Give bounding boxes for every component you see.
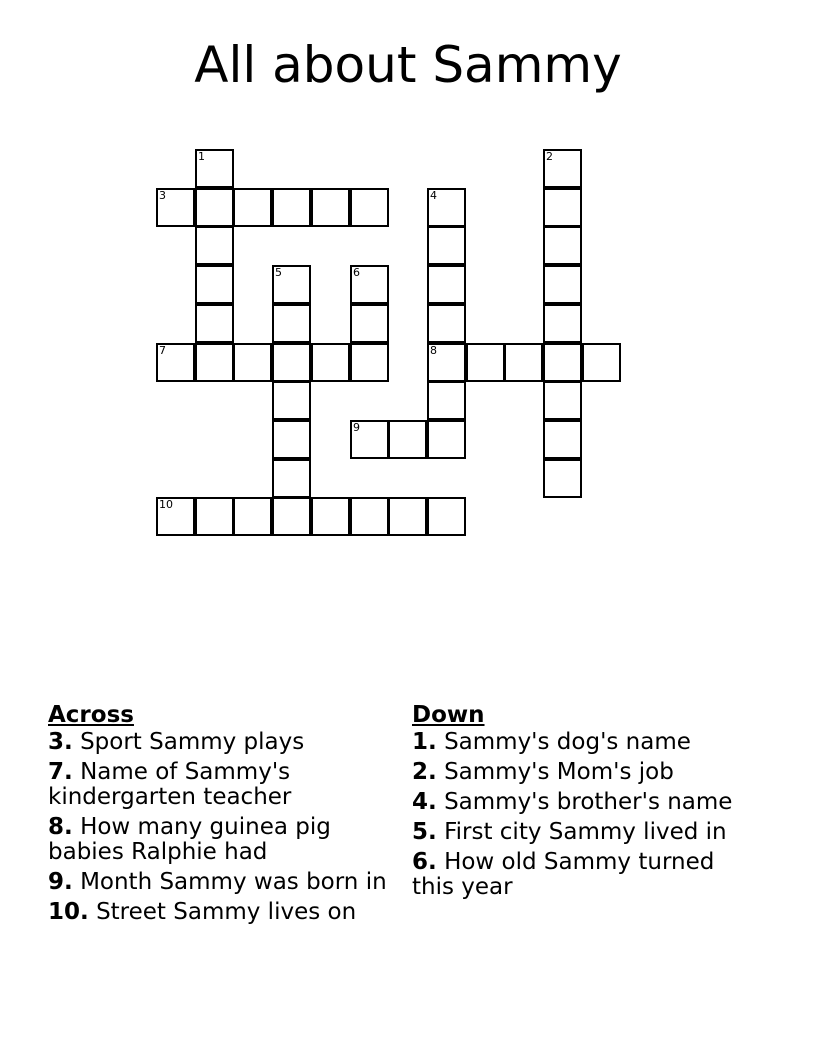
clue-number-label: 5 — [275, 266, 282, 279]
clue-number: 5. — [412, 819, 437, 845]
grid-cell[interactable] — [543, 343, 582, 382]
across-clue — [48, 870, 398, 895]
down-clue — [412, 730, 742, 755]
page-title: All about Sammy — [194, 36, 622, 94]
across-heading: Across — [48, 702, 134, 728]
across-clue — [48, 730, 398, 755]
grid-cell[interactable] — [350, 304, 389, 343]
clue-number-label: 2 — [546, 150, 553, 163]
grid-cell[interactable] — [233, 188, 272, 227]
grid-cell[interactable] — [272, 304, 311, 343]
grid-cell[interactable] — [543, 149, 582, 188]
down-clue — [412, 820, 742, 845]
down-heading: Down — [412, 702, 485, 728]
clue-number: 8. — [48, 814, 73, 840]
grid-cell[interactable] — [427, 343, 466, 382]
clue-number-label: 1 — [198, 150, 205, 163]
grid-cell[interactable] — [582, 343, 621, 382]
grid-cell[interactable] — [350, 420, 389, 459]
grid-cell[interactable] — [427, 188, 466, 227]
grid-cell[interactable] — [156, 188, 195, 227]
grid-cell[interactable] — [427, 381, 466, 420]
grid-cell[interactable] — [427, 304, 466, 343]
clue-text: Sammy's dog's name — [444, 729, 691, 755]
clue-number: 9. — [48, 869, 73, 895]
clue-number: 1. — [412, 729, 437, 755]
grid-cell[interactable] — [195, 343, 234, 382]
grid-cell[interactable] — [195, 497, 234, 536]
grid-cell[interactable] — [195, 304, 234, 343]
grid-cell[interactable] — [195, 149, 234, 188]
clue-text: Name of Sammy's kindergarten teacher — [48, 759, 292, 810]
down-clue — [412, 760, 742, 785]
clue-number-label: 9 — [353, 421, 360, 434]
grid-cell[interactable] — [350, 265, 389, 304]
grid-cell[interactable] — [388, 420, 427, 459]
clue-text: How many guinea pig babies Ralphie had — [48, 814, 331, 865]
clue-text: Sammy's Mom's job — [444, 759, 674, 785]
grid-cell[interactable] — [233, 497, 272, 536]
across-clue — [48, 900, 398, 925]
clue-number: 10. — [48, 899, 89, 925]
grid-cell[interactable] — [272, 188, 311, 227]
grid-cell[interactable] — [272, 343, 311, 382]
clue-text: How old Sammy turned this year — [412, 849, 715, 900]
grid-cell[interactable] — [350, 343, 389, 382]
grid-cell[interactable] — [272, 381, 311, 420]
grid-cell[interactable] — [311, 343, 350, 382]
grid-cell[interactable] — [543, 265, 582, 304]
grid-cell[interactable] — [504, 343, 543, 382]
clue-number-label: 4 — [430, 189, 437, 202]
across-clue — [48, 815, 398, 865]
clue-number-label: 8 — [430, 344, 437, 357]
across-clue — [48, 760, 398, 810]
grid-cell[interactable] — [543, 226, 582, 265]
clue-number: 6. — [412, 849, 437, 875]
grid-cell[interactable] — [543, 381, 582, 420]
clue-number: 4. — [412, 789, 437, 815]
grid-cell[interactable] — [543, 420, 582, 459]
grid-cell[interactable] — [388, 497, 427, 536]
across-clues — [48, 700, 398, 930]
clue-number: 2. — [412, 759, 437, 785]
grid-cell[interactable] — [350, 188, 389, 227]
grid-cell[interactable] — [311, 497, 350, 536]
down-clues — [412, 700, 742, 905]
grid-cell[interactable] — [156, 343, 195, 382]
grid-cell[interactable] — [466, 343, 505, 382]
grid-cell[interactable] — [233, 343, 272, 382]
grid-cell[interactable] — [272, 459, 311, 498]
clue-text: Sport Sammy plays — [80, 729, 305, 755]
clue-number: 7. — [48, 759, 73, 785]
clue-text: Month Sammy was born in — [80, 869, 387, 895]
grid-cell[interactable] — [543, 304, 582, 343]
clue-number: 3. — [48, 729, 73, 755]
grid-cell[interactable] — [311, 188, 350, 227]
clue-text: Sammy's brother's name — [444, 789, 733, 815]
down-clue — [412, 790, 742, 815]
down-clue — [412, 850, 742, 900]
grid-cell[interactable] — [427, 226, 466, 265]
grid-cell[interactable] — [427, 265, 466, 304]
grid-cell[interactable] — [543, 459, 582, 498]
clue-number-label: 7 — [159, 344, 166, 357]
grid-cell[interactable] — [427, 497, 466, 536]
grid-cell[interactable] — [427, 420, 466, 459]
grid-cell[interactable] — [195, 265, 234, 304]
grid-cell[interactable] — [350, 497, 389, 536]
grid-cell[interactable] — [195, 226, 234, 265]
grid-cell[interactable] — [543, 188, 582, 227]
clue-number-label: 3 — [159, 189, 166, 202]
clue-text: Street Sammy lives on — [96, 899, 357, 925]
grid-cell[interactable] — [272, 420, 311, 459]
grid-cell[interactable] — [195, 188, 234, 227]
grid-cell[interactable] — [156, 497, 195, 536]
clue-number-label: 10 — [159, 498, 173, 511]
grid-cell[interactable] — [272, 497, 311, 536]
clue-text: First city Sammy lived in — [444, 819, 727, 845]
clue-number-label: 6 — [353, 266, 360, 279]
grid-cell[interactable] — [272, 265, 311, 304]
